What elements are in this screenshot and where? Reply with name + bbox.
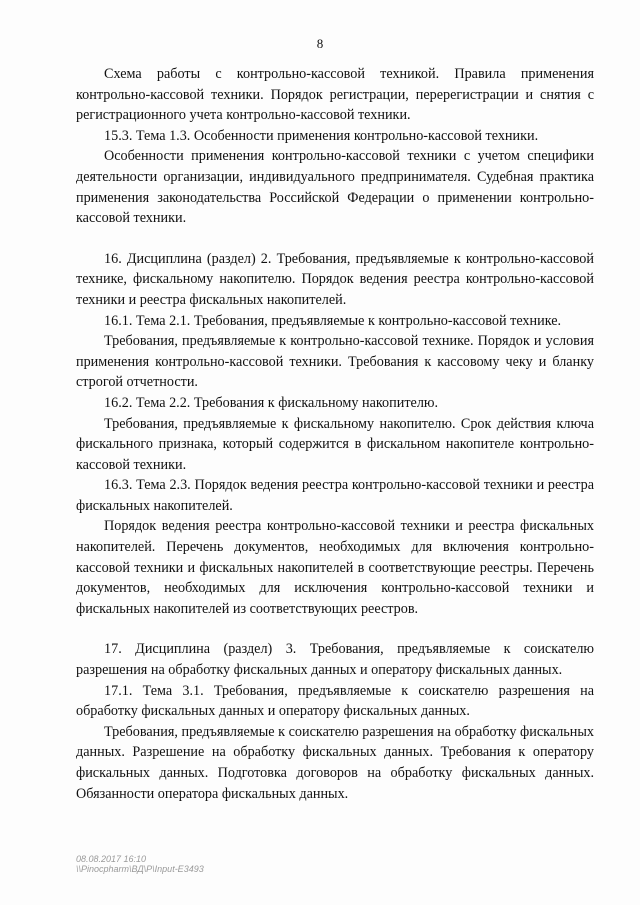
paragraph-topic-3-1: Требования, предъявляемые к соискателю разрешения на обработку фискальных данных. Разрешение на обработку фискальных данных. Требования к оператору фискальных данных. Подготовка договоров на обработку фискальных данных. Обязанности оператора фискальных данных.: [76, 723, 594, 802]
paragraph-topic-1-3: Особенности применения контрольно-кассовой техники с учетом специфики деятельности организации, индивидуального предпринимателя. Судебная практика применения законодательства Российской Федерации о применении контрольно-кассовой техники.: [76, 148, 594, 227]
footer-date: 08.08.2017 16:10: [76, 854, 147, 864]
document-body: [76, 64, 594, 804]
paragraph-scheme: Схема работы с контрольно-кассовой техникой. Правила применения контрольно-кассовой техники. Порядок регистрации, перерегистрации и снятия с регистрационного учета контрольно-кассовой техники.: [76, 66, 594, 124]
paragraph-topic-2-1: Требования, предъявляемые к контрольно-кассовой технике. Порядок и условия применения контрольно-кассовой техники. Требования к кассовому чеку и бланку строгой отчетности.: [76, 333, 594, 391]
paragraph-topic-2-2: Требования, предъявляемые к фискальному накопителю. Срок действия ключа фискального признака, который содержится в фискальном накопителе контрольно-кассовой техники.: [76, 415, 594, 473]
heading-topic-3-1: 17.1. Тема 3.1. Требования, предъявляемые к соискателю разрешения на обработку фискальных данных и оператору фискальных данных.: [76, 682, 594, 720]
heading-topic-1-3: 15.3. Тема 1.3. Особенности применения контрольно-кассовой техники.: [104, 127, 539, 144]
heading-discipline-2: 16. Дисциплина (раздел) 2. Требования, предъявляемые к контрольно-кассовой технике, фискальному накопителю. Порядок ведения реестра контрольно-кассовой техники и реестра фискальных накопителей.: [76, 250, 594, 308]
heading-topic-2-3: 16.3. Тема 2.3. Порядок ведения реестра контрольно-кассовой техники и реестра фискальных накопителей.: [76, 477, 594, 514]
heading-discipline-3: 17. Дисциплина (раздел) 3. Требования, предъявляемые к соискателю разрешения на обработку фискальных данных и оператору фискальных данных.: [76, 641, 594, 679]
heading-topic-2-2: 16.2. Тема 2.2. Требования к фискальному накопителю.: [104, 394, 439, 411]
footer-path: \\Pinocpharm\ВД\Р\Input-E3493: [76, 864, 204, 874]
footer-stamp: [76, 854, 204, 874]
page-number: 8: [316, 36, 324, 51]
heading-topic-2-1: 16.1. Тема 2.1. Требования, предъявляемые к контрольно-кассовой технике.: [104, 312, 562, 329]
paragraph-topic-2-3: Порядок ведения реестра контрольно-кассовой техники и реестра фискальных накопителей. Перечень документов, необходимых для включения контрольно-кассовой техники и фискальных накопителей в соответствующие реестры. Перечень документов, необходимых для исключения контрольно-кассовой техники и фискальных накопителей из соответствующих реестров.: [76, 518, 594, 617]
